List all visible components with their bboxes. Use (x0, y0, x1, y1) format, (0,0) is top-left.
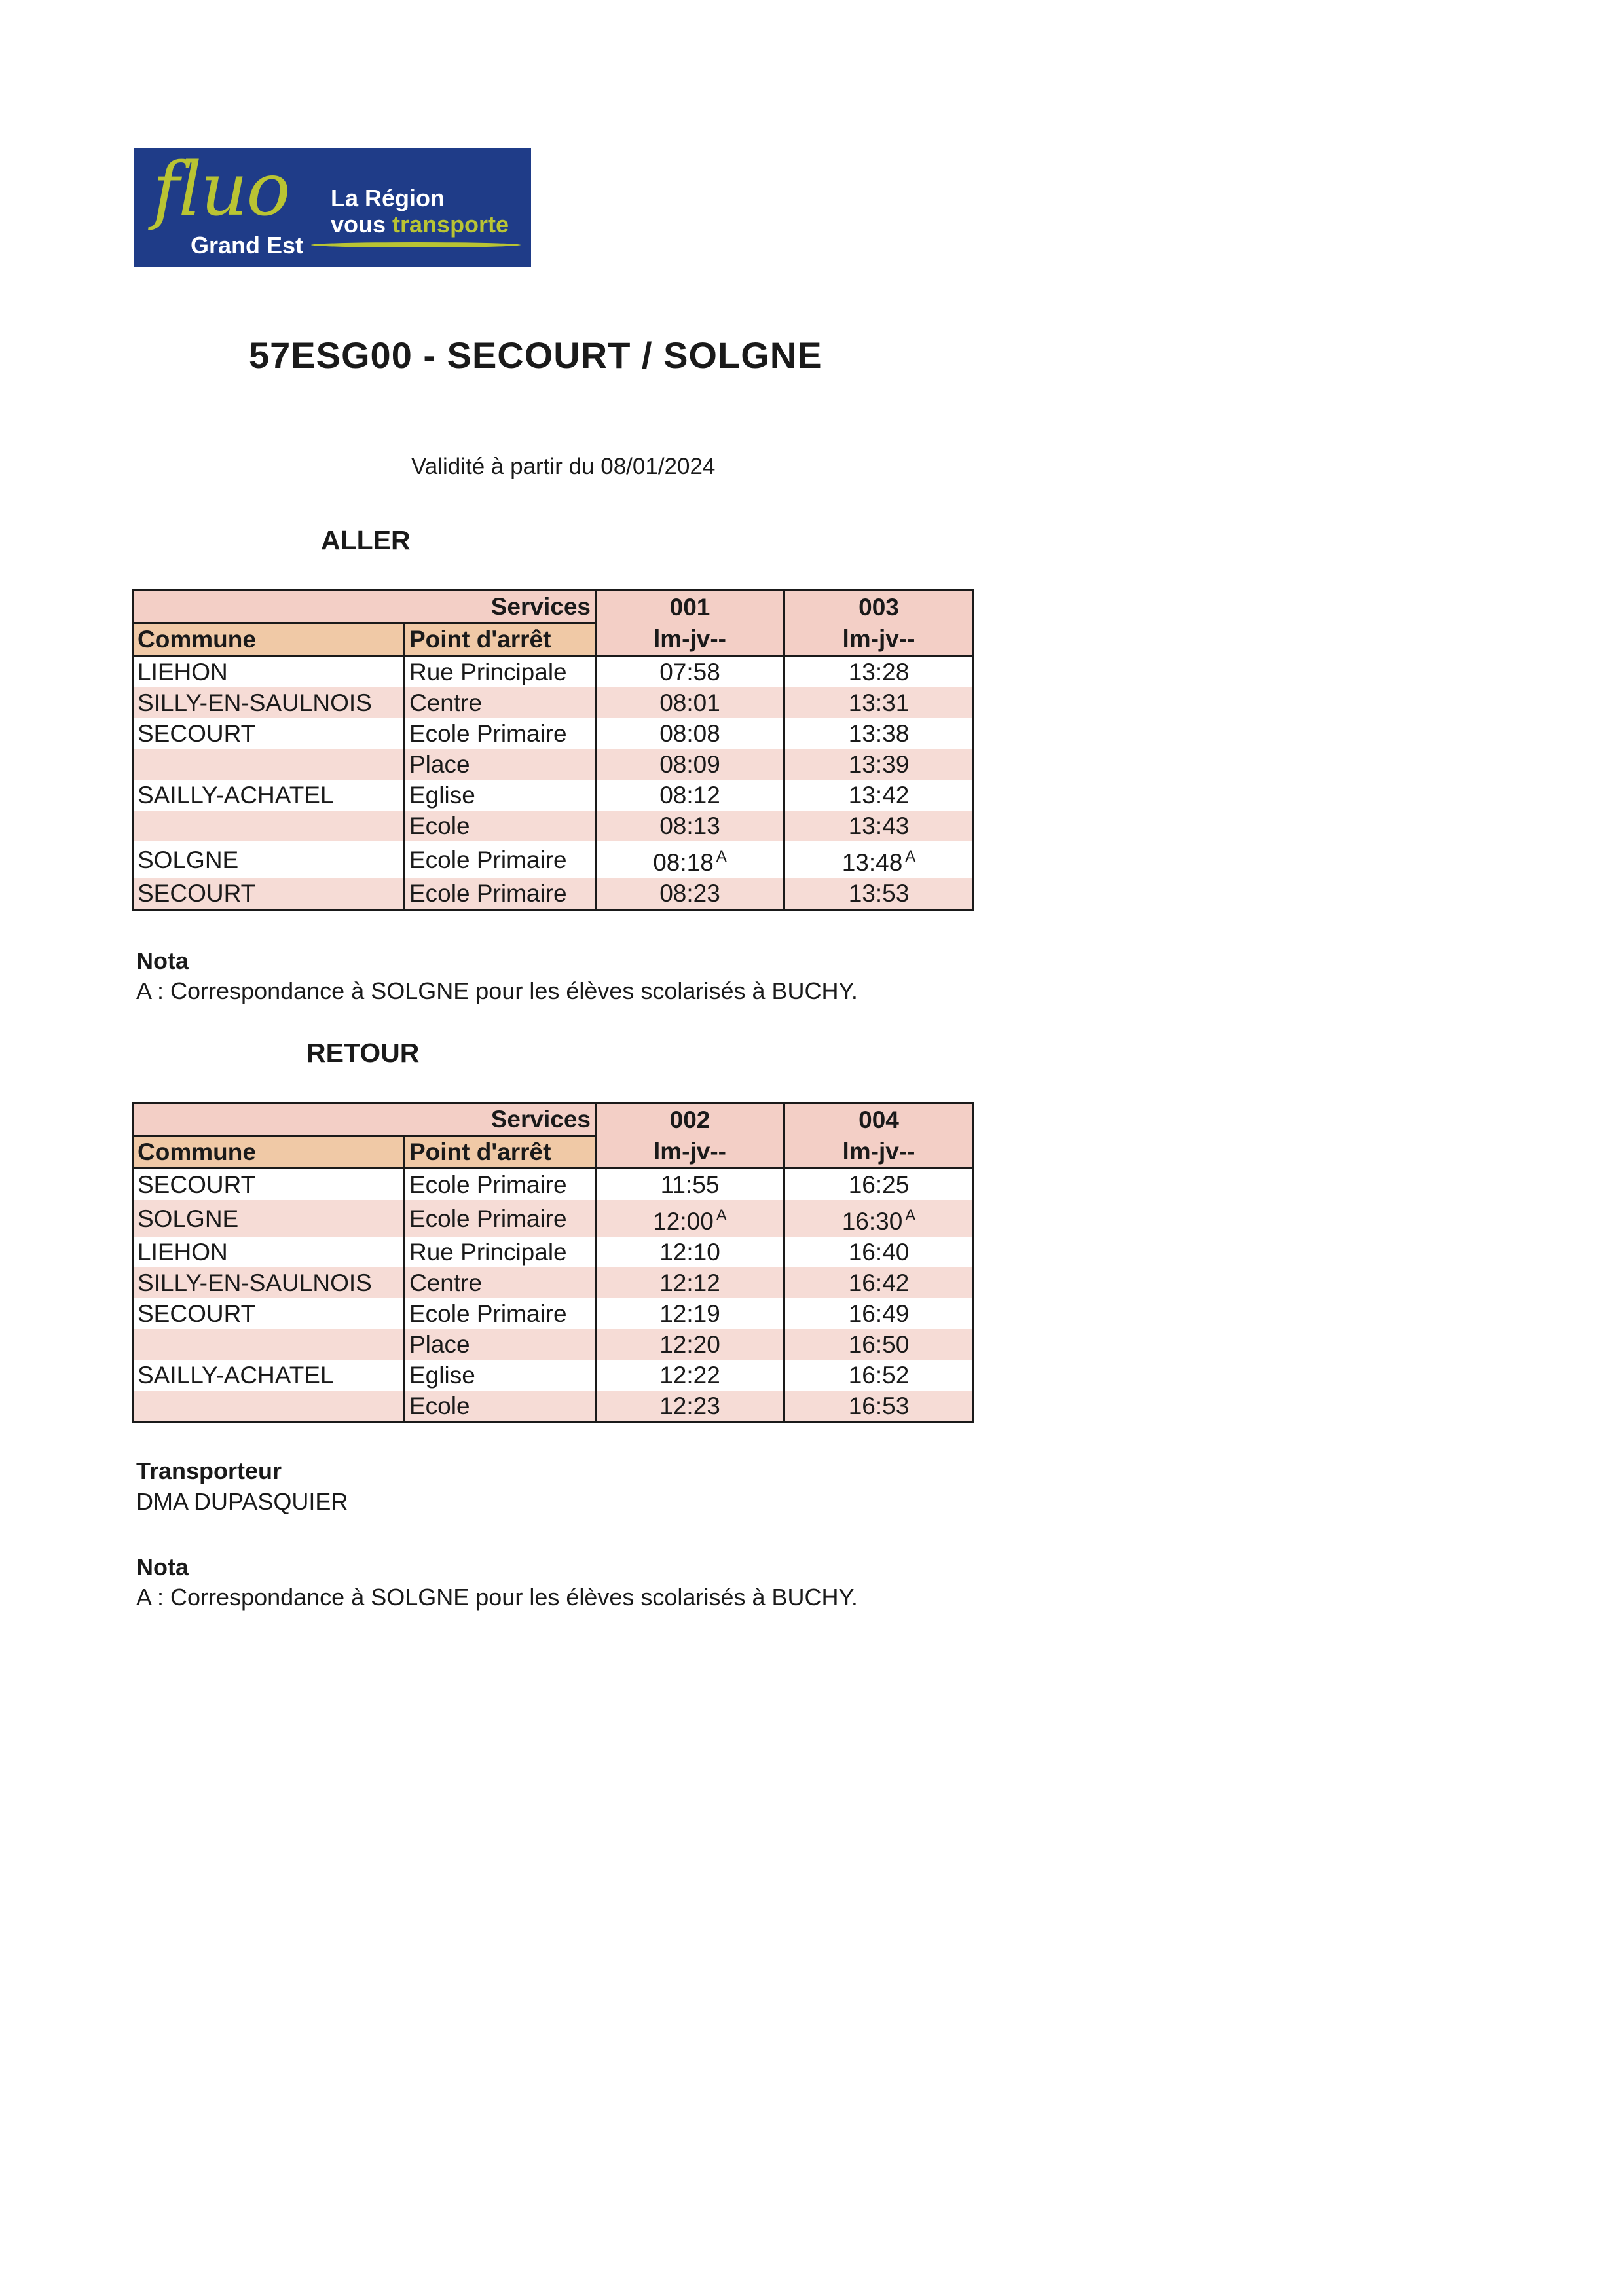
table-row (133, 878, 974, 910)
departure-time: 07:58 (659, 659, 720, 685)
time-cell-a (596, 718, 784, 749)
stop-header: Point d'arrêt (405, 623, 596, 656)
time-cell-a (596, 780, 784, 811)
stop-cell: Ecole Primaire (405, 1298, 596, 1329)
departure-time: 12:00 (653, 1208, 714, 1235)
departure-time: 12:23 (659, 1393, 720, 1419)
retour-heading: RETOUR (306, 1038, 420, 1068)
stop-cell: Place (405, 749, 596, 780)
departure-time: 13:39 (848, 751, 910, 778)
time-cell-a (596, 1200, 784, 1237)
commune-cell: SOLGNE (133, 841, 405, 878)
time-cell-b (784, 718, 974, 749)
time-cell-b (784, 780, 974, 811)
commune-cell (133, 811, 405, 841)
header-blank (133, 591, 405, 623)
table-row (133, 1169, 974, 1201)
footnote-marker: A (716, 848, 727, 866)
stop-cell: Ecole (405, 811, 596, 841)
table-row (133, 1200, 974, 1237)
commune-cell: SECOURT (133, 1169, 405, 1201)
time-cell-a (596, 749, 784, 780)
stop-cell: Ecole Primaire (405, 878, 596, 910)
departure-time: 16:25 (848, 1171, 910, 1198)
stop-cell: Ecole Primaire (405, 1169, 596, 1201)
aller-heading: ALLER (321, 525, 411, 555)
commune-header: Commune (133, 623, 405, 656)
departure-time: 13:43 (848, 812, 910, 839)
nota-title-2: Nota (136, 1554, 189, 1580)
footnote-marker: A (905, 1207, 916, 1224)
stop-cell: Place (405, 1329, 596, 1360)
aller-timetable (132, 589, 974, 911)
departure-time: 08:08 (659, 720, 720, 747)
departure-time: 08:13 (659, 812, 720, 839)
departure-time: 08:23 (659, 880, 720, 907)
service-number-a: 001 (596, 591, 784, 623)
table-row (133, 687, 974, 718)
time-cell-b (784, 1391, 974, 1423)
nota-text-2: A : Correspondance à SOLGNE pour les élèves scolarisés à BUCHY. (136, 1584, 858, 1611)
table-row (133, 841, 974, 878)
stop-cell: Eglise (405, 1360, 596, 1391)
table-row (133, 811, 974, 841)
time-cell-a (596, 1391, 784, 1423)
departure-time: 13:31 (848, 689, 910, 716)
logo-tagline-vous: vous (331, 211, 393, 238)
table-row (133, 780, 974, 811)
service-number-a: 002 (596, 1103, 784, 1136)
time-cell-b (784, 1360, 974, 1391)
departure-time: 16:50 (848, 1331, 910, 1358)
departure-time: 12:10 (659, 1239, 720, 1266)
logo-wordmark: fluo (153, 148, 289, 232)
stop-cell: Ecole Primaire (405, 841, 596, 878)
stop-cell: Eglise (405, 780, 596, 811)
stop-cell: Centre (405, 1267, 596, 1298)
departure-time: 12:22 (659, 1362, 720, 1389)
commune-cell: SAILLY-ACHATEL (133, 780, 405, 811)
time-cell-b (784, 1237, 974, 1267)
time-cell-a (596, 1360, 784, 1391)
time-cell-b (784, 1298, 974, 1329)
table-row (133, 749, 974, 780)
time-cell-a (596, 1169, 784, 1201)
commune-cell (133, 749, 405, 780)
logo-swoosh (311, 242, 521, 247)
commune-cell: SECOURT (133, 878, 405, 910)
departure-time: 13:48 (841, 849, 903, 876)
stop-cell: Centre (405, 687, 596, 718)
stop-cell: Ecole Primaire (405, 718, 596, 749)
commune-cell: SAILLY-ACHATEL (133, 1360, 405, 1391)
time-cell-b (784, 811, 974, 841)
nota-text-1: A : Correspondance à SOLGNE pour les élèves scolarisés à BUCHY. (136, 977, 858, 1004)
time-cell-a (596, 811, 784, 841)
departure-time: 12:12 (659, 1269, 720, 1296)
time-cell-a (596, 687, 784, 718)
table-row (133, 1360, 974, 1391)
departure-time: 16:30 (841, 1208, 903, 1235)
footnote-marker: A (716, 1207, 727, 1224)
departure-time: 08:12 (659, 782, 720, 809)
time-cell-b (784, 841, 974, 878)
nota-title-1: Nota (136, 947, 189, 974)
table-row (133, 1298, 974, 1329)
transporteur-name: DMA DUPASQUIER (136, 1488, 348, 1515)
days-header-a: lm-jv-- (596, 623, 784, 656)
time-cell-b (784, 1329, 974, 1360)
table-row (133, 718, 974, 749)
time-cell-a (596, 841, 784, 878)
stop-header: Point d'arrêt (405, 1136, 596, 1169)
stop-cell: Ecole (405, 1391, 596, 1423)
table-row (133, 1391, 974, 1423)
table-row (133, 1267, 974, 1298)
stop-cell: Rue Principale (405, 1237, 596, 1267)
departure-time: 16:49 (848, 1300, 910, 1327)
logo-tagline-line2 (331, 211, 509, 238)
services-label: Services (405, 1103, 596, 1136)
departure-time: 08:09 (659, 751, 720, 778)
time-cell-b (784, 687, 974, 718)
time-cell-b (784, 656, 974, 688)
time-cell-b (784, 878, 974, 910)
time-cell-a (596, 1298, 784, 1329)
logo-tagline-transporte: transporte (392, 211, 509, 238)
footnote-marker: A (905, 848, 916, 866)
table-row (133, 1237, 974, 1267)
time-cell-a (596, 1267, 784, 1298)
commune-cell (133, 1391, 405, 1423)
time-cell-a (596, 656, 784, 688)
departure-time: 16:42 (848, 1269, 910, 1296)
commune-cell: LIEHON (133, 1237, 405, 1267)
transporteur-title: Transporteur (136, 1457, 282, 1484)
days-header-a: lm-jv-- (596, 1136, 784, 1169)
time-cell-b (784, 749, 974, 780)
retour-timetable (132, 1102, 974, 1423)
service-number-b: 004 (784, 1103, 974, 1136)
commune-cell: SECOURT (133, 1298, 405, 1329)
time-cell-b (784, 1169, 974, 1201)
commune-header: Commune (133, 1136, 405, 1169)
commune-cell: SECOURT (133, 718, 405, 749)
departure-time: 13:38 (848, 720, 910, 747)
departure-time: 11:55 (660, 1171, 720, 1198)
fluo-grand-est-logo (134, 148, 531, 267)
time-cell-b (784, 1267, 974, 1298)
departure-time: 08:18 (653, 849, 714, 876)
table-row (133, 1329, 974, 1360)
validity-date: Validité à partir du 08/01/2024 (411, 454, 716, 479)
departure-time: 13:28 (848, 659, 910, 685)
departure-time: 12:19 (659, 1300, 720, 1327)
departure-time: 16:53 (848, 1393, 910, 1419)
departure-time: 12:20 (659, 1331, 720, 1358)
days-header-b: lm-jv-- (784, 1136, 974, 1169)
page-title: 57ESG00 - SECOURT / SOLGNE (249, 335, 822, 376)
days-header-b: lm-jv-- (784, 623, 974, 656)
commune-cell: SILLY-EN-SAULNOIS (133, 1267, 405, 1298)
logo-region: Grand Est (191, 232, 304, 259)
commune-cell: SILLY-EN-SAULNOIS (133, 687, 405, 718)
departure-time: 08:01 (659, 689, 720, 716)
service-number-b: 003 (784, 591, 974, 623)
header-blank (133, 1103, 405, 1136)
stop-cell: Ecole Primaire (405, 1200, 596, 1237)
departure-time: 13:42 (848, 782, 910, 809)
departure-time: 16:52 (848, 1362, 910, 1389)
departure-time: 13:53 (848, 880, 910, 907)
commune-cell: LIEHON (133, 656, 405, 688)
time-cell-a (596, 1329, 784, 1360)
time-cell-a (596, 878, 784, 910)
logo-tagline-line1: La Région (331, 185, 445, 211)
commune-cell (133, 1329, 405, 1360)
table-row (133, 656, 974, 688)
services-label: Services (405, 591, 596, 623)
departure-time: 16:40 (848, 1239, 910, 1266)
time-cell-a (596, 1237, 784, 1267)
time-cell-b (784, 1200, 974, 1237)
stop-cell: Rue Principale (405, 656, 596, 688)
commune-cell: SOLGNE (133, 1200, 405, 1237)
